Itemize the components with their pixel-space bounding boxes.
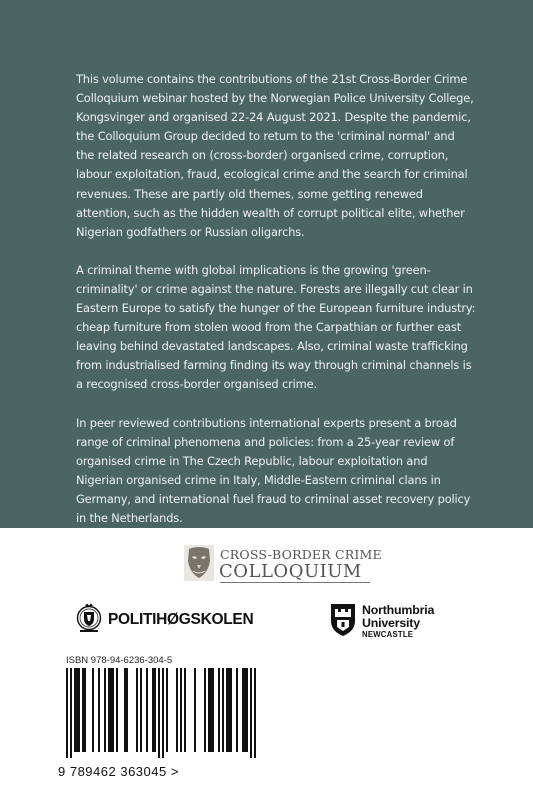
northumbria-name-line2: University bbox=[362, 616, 420, 630]
colloquium-logo-line2: COLLOQUIUM bbox=[219, 561, 362, 582]
colloquium-logo-rule bbox=[220, 582, 370, 583]
barcode-bar bbox=[180, 668, 182, 752]
barcode-bar bbox=[228, 668, 230, 752]
barcode-bar bbox=[250, 668, 252, 758]
barcode-bar bbox=[66, 668, 68, 758]
barcode-bar bbox=[236, 668, 238, 752]
barcode-bar bbox=[222, 668, 224, 752]
barcode-bar bbox=[162, 668, 164, 758]
barcode-bar bbox=[244, 668, 246, 752]
barcode-bar bbox=[108, 668, 110, 752]
barcode-bar bbox=[230, 668, 232, 752]
barcode-bar bbox=[154, 668, 156, 752]
barcode-bar bbox=[204, 668, 206, 752]
blurb-paragraph-2: A criminal theme with global implications is the growing 'green-criminality' or crime against the nature. Forests are illegally cut clear in Eastern Europe to satisfy the hunger of the European furniture industry: cheap furniture from stolen wood from the Carpathian or further east leaving behind devastated landscapes. Also, criminal waste trafficking from industrialised farming finding its way through criminal channels is a recognised cross-border organised crime. bbox=[76, 262, 476, 392]
barcode-bar bbox=[70, 668, 72, 758]
university-shield-icon bbox=[330, 603, 356, 637]
barcode-bar bbox=[226, 668, 228, 752]
cross-border-crime-colloquium-logo bbox=[184, 545, 382, 585]
barcode-bar bbox=[112, 668, 114, 752]
politihogskolen-name: POLITIHØGSKOLEN bbox=[108, 611, 254, 628]
barcode-bar bbox=[104, 668, 106, 752]
isbn-barcode bbox=[66, 668, 256, 758]
blurb-paragraph-3: In peer reviewed contributions international experts present a broad range of criminal phenomena and policies: from a 25-year review of organised crime in The Czech Republic, labour exploitation and Nigerian organised crime in Italy, Middle-Eastern criminal clans in Germany, and international fuel fraud to criminal asset recovery policy in the Netherlands. bbox=[76, 415, 471, 525]
barcode-bar bbox=[208, 668, 210, 752]
barcode-bar bbox=[76, 668, 78, 752]
barcode-bar bbox=[218, 668, 220, 752]
barcode-bar bbox=[92, 668, 94, 752]
northumbria-name-line1: Northumbria bbox=[362, 603, 435, 617]
barcode-bar bbox=[176, 668, 178, 752]
barcode-bar bbox=[124, 668, 126, 752]
barcode-bar bbox=[78, 668, 80, 752]
mask-icon bbox=[184, 545, 214, 581]
barcode-bar bbox=[74, 668, 76, 752]
barcode-bar bbox=[136, 668, 138, 752]
barcode-bar bbox=[110, 668, 112, 752]
barcode-bar bbox=[166, 668, 168, 752]
barcode-bar bbox=[116, 668, 118, 752]
barcode-bar bbox=[210, 668, 212, 752]
barcode-bar bbox=[212, 668, 214, 752]
police-crest-icon bbox=[76, 603, 102, 635]
barcode-bar bbox=[82, 668, 84, 752]
colloquium-logo-line1: CROSS-BORDER CRIME bbox=[220, 547, 382, 562]
barcode-bar bbox=[84, 668, 86, 752]
isbn-label: ISBN 978-94-6236-304-5 bbox=[66, 655, 173, 666]
barcode-bar bbox=[184, 668, 186, 752]
isbn-barcode-digits: 9 789462 363045 > bbox=[58, 764, 179, 779]
barcode-bar bbox=[254, 668, 256, 758]
blurb-paragraph-1: This volume contains the contributions of the 21st Cross-Border Crime Colloquium webinar hosted by the Norwegian Police University College, Kongsvinger and organised 22-24 August 2021. Despite the pandemic, the Colloquium Group decided to return to the 'criminal normal' and the related research on (cross-border) organised crime, corruption, labour exploitation, fraud, ecological crime and the search for criminal revenues. These are partly old themes, some getting renewed attention, such as the hidden wealth of corrupt political elite, whether Nigerian godfathers or Russian oligarchs. bbox=[76, 72, 474, 239]
barcode-bar bbox=[126, 668, 128, 752]
barcode-bar bbox=[146, 668, 148, 752]
barcode-bar bbox=[152, 668, 154, 752]
barcode-bar bbox=[140, 668, 142, 752]
blurb-text bbox=[76, 70, 476, 547]
barcode-bar bbox=[242, 668, 244, 752]
barcode-bar bbox=[194, 668, 196, 752]
barcode-bar bbox=[98, 668, 100, 752]
northumbria-name-line3: NEWCASTLE bbox=[362, 630, 414, 639]
barcode-bar bbox=[158, 668, 160, 758]
barcode-bar bbox=[246, 668, 248, 752]
